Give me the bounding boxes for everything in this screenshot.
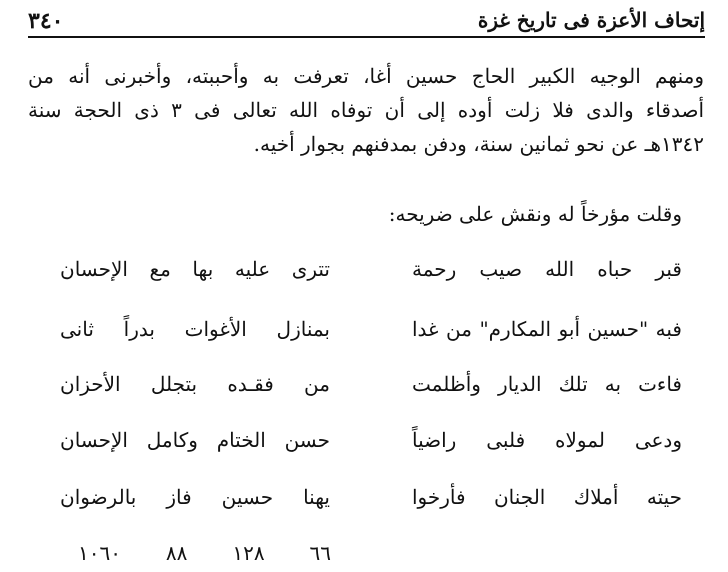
poem-intro: وقلت مؤرخاً له ونقش على ضريحه: — [388, 202, 682, 226]
chronogram-value: ٨٨ — [165, 541, 188, 565]
chronogram-value: ١٠٦٠ — [78, 541, 121, 565]
verse-first-hemistich: حيته أملاك الجنان فأرخوا — [412, 485, 682, 509]
verse-row — [60, 312, 682, 346]
verse-first-hemistich: ودعى لمولاه فلبى راضياً — [412, 428, 682, 452]
verse-second-hemistich: حسن الختام وكامل الإحسان — [60, 428, 330, 452]
verse-row — [60, 423, 682, 457]
paragraph-line: أصدقاء والدى فلا زلت أوده إلى أن توفاه الله تعالى فى ٣ ذى الحجة سنة — [28, 98, 704, 122]
chronogram-value: ١٢٨ — [232, 541, 265, 565]
chronogram-values — [78, 536, 331, 570]
verse-first-hemistich: قبر حباه الله صيب رحمة — [412, 257, 682, 281]
verse-row — [60, 367, 682, 401]
verse-row — [60, 480, 682, 514]
running-title: إتحاف الأعزة فى تاريخ غزة — [477, 8, 705, 32]
verse-first-hemistich: فاءت به تلك الديار وأظلمت — [412, 372, 682, 396]
paragraph-line: ١٣٤٢هـ عن نحو ثمانين سنة، ودفن بمدفنهم بجوار أخيه. — [253, 132, 704, 156]
paragraph-line: ومنهم الوجيه الكبير الحاج حسين أغا، تعرفت به وأحببته، وأخبرنى أنه من — [28, 64, 704, 88]
verse-row — [60, 252, 682, 286]
verse-second-hemistich: بمنازل الأغوات بدراً ثانى — [60, 317, 330, 341]
verse-first-hemistich: فبه "حسين أبو المكارم" من غدا — [412, 317, 682, 341]
chronogram-value: ٦٦ — [309, 541, 331, 565]
page-number: ٣٤٠ — [28, 8, 64, 34]
page-header — [28, 6, 705, 38]
verse-second-hemistich: من فقـده بتجلل الأحزان — [60, 372, 330, 396]
verse-second-hemistich: تترى عليه بها مع الإحسان — [60, 257, 330, 281]
verse-second-hemistich: يهنا حسين فاز بالرضوان — [60, 485, 330, 509]
